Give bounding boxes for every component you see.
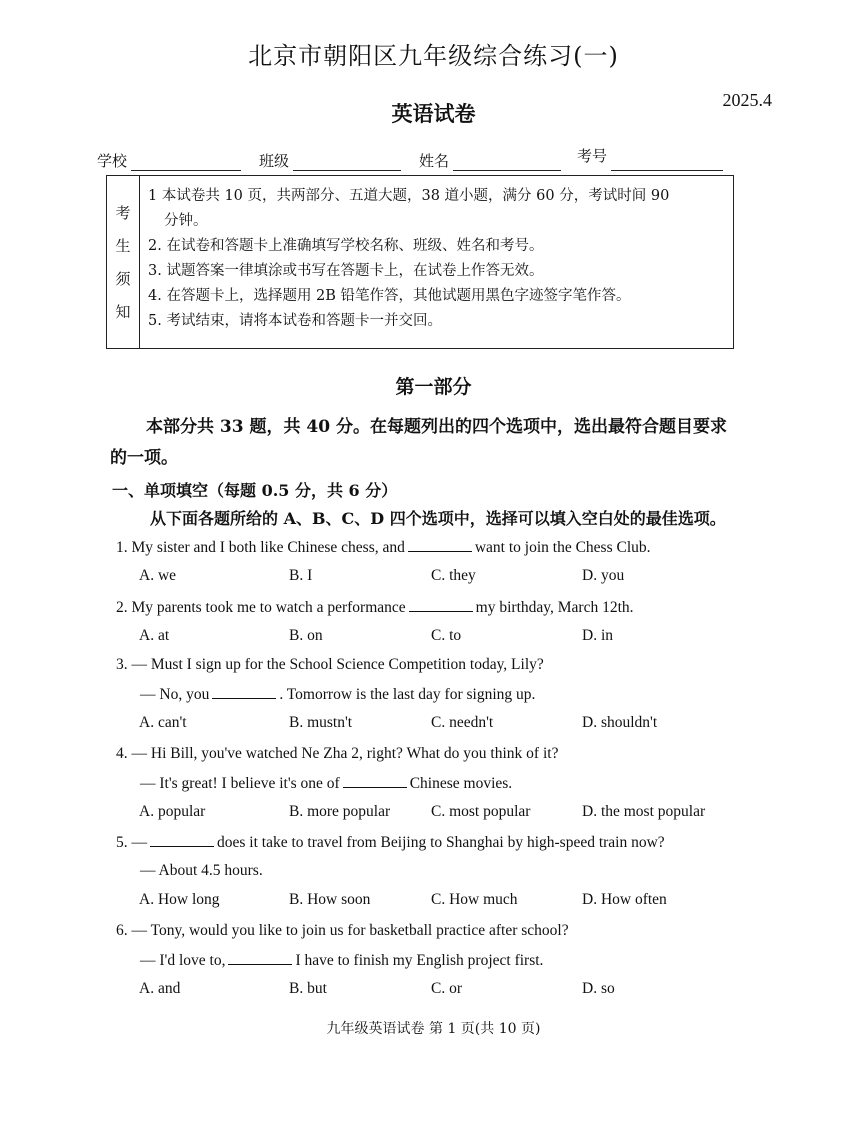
notice-item: 4. 在答题卡上，选择题用 2B 铅笔作答，其他试题用黑色字迹签字笔作答。 (148, 288, 631, 304)
question-line (116, 656, 544, 674)
answer-option: B. more popular (289, 803, 391, 820)
answer-option: A. popular (139, 803, 206, 820)
page-footer: 九年级英语试卷 第 1 页(共 10 页) (326, 1021, 541, 1037)
question-text: 2. My parents took me to watch a performance (116, 599, 406, 616)
answer-option: B. I (289, 567, 313, 584)
answer-option: C. or (431, 980, 462, 997)
exam-number-label: 考号 (577, 147, 608, 165)
question-text: 5. — (116, 834, 147, 851)
question-line (116, 745, 558, 763)
notice-box (106, 175, 734, 349)
question-line (116, 538, 651, 557)
question-text: 6. — Tony, would you like to join us for basketball practice after school? (116, 922, 569, 939)
notice-items (140, 176, 733, 348)
answer-option: D. you (582, 567, 625, 584)
question-text: 3. — Must I sign up for the School Science Competition today, Lily? (116, 656, 544, 673)
question-text: does it take to travel from Beijing to Shanghai by high-speed train now? (217, 834, 665, 851)
answer-option: B. How soon (289, 891, 371, 908)
school-label: 学校 (97, 152, 128, 170)
answer-blank (150, 833, 214, 847)
answer-option: D. in (582, 627, 613, 644)
notice-side-label (107, 176, 140, 348)
answer-option: D. shouldn't (582, 714, 658, 731)
notice-item: 3. 试题答案一律填涂或书写在答题卡上，在试卷上作答无效。 (148, 263, 544, 279)
part-intro: 本部分共 33 题，共 40 分。在每题列出的四个选项中，选出最符合题目要求的一项。 (110, 417, 727, 468)
answer-option: A. at (139, 627, 170, 644)
name-label: 姓名 (419, 152, 450, 170)
question-line (116, 833, 665, 852)
question-text: 4. — Hi Bill, you've watched Ne Zha 2, right? What do you think of it? (116, 745, 559, 762)
question-line (116, 922, 569, 940)
exam-number-field (577, 147, 723, 171)
answer-option: D. so (582, 980, 615, 997)
student-info-fields (97, 147, 737, 171)
question-text: — It's great! I believe it's one of (140, 775, 340, 792)
answer-option: C. How much (431, 891, 518, 908)
answer-blank (343, 774, 407, 788)
question-text: — I'd love to, (140, 952, 226, 969)
answer-option: D. the most popular (582, 803, 706, 820)
question-text: Chinese movies. (409, 775, 513, 792)
answer-option: A. we (139, 567, 177, 584)
answer-option: C. most popular (431, 803, 531, 820)
question-text: . Tomorrow is the last day for signing up. (279, 686, 536, 703)
answer-option: B. mustn't (289, 714, 353, 731)
answer-option: B. but (289, 980, 327, 997)
school-field (97, 150, 241, 171)
exam-number-blank (611, 152, 723, 171)
exam-title: 北京市朝阳区九年级综合练习(一) (248, 42, 619, 70)
notice-side-char: 考 (115, 204, 131, 222)
question-line (140, 951, 543, 970)
question-text: my birthday, March 12th. (475, 599, 634, 616)
class-blank (293, 152, 401, 171)
notice-item: 1 本试卷共 10 页，共两部分、五道大题，38 道小题，满分 60 分，考试时间 90 (148, 188, 670, 204)
name-field (419, 150, 561, 171)
answer-option: A. can't (139, 714, 187, 731)
answer-option: B. on (289, 627, 323, 644)
question-text: — About 4.5 hours. (140, 862, 263, 879)
answer-option: C. to (431, 627, 462, 644)
class-label: 班级 (259, 152, 290, 170)
name-blank (453, 152, 561, 171)
answer-option: A. How long (139, 891, 220, 908)
school-blank (131, 152, 241, 171)
answer-option: D. How often (582, 891, 667, 908)
exam-date: 2025.4 (722, 90, 772, 110)
answer-option: A. and (139, 980, 181, 997)
question-line (140, 862, 263, 880)
question-text: want to join the Chess Club. (474, 539, 651, 556)
notice-item: 2. 在试卷和答题卡上准确填写学校名称、班级、姓名和考号。 (148, 238, 544, 254)
answer-option: C. needn't (431, 714, 494, 731)
notice-side-char: 知 (115, 303, 131, 321)
part-title: 第一部分 (395, 376, 472, 398)
answer-blank (409, 598, 473, 612)
question-line (140, 774, 512, 793)
notice-side-char: 生 (115, 237, 131, 255)
answer-blank (212, 685, 276, 699)
answer-option: C. they (431, 567, 476, 584)
question-line (140, 685, 535, 704)
section-heading: 一、单项填空（每题 0.5 分，共 6 分） (112, 481, 398, 500)
question-line (116, 598, 634, 617)
answer-blank (228, 951, 292, 965)
notice-item: 分钟。 (164, 213, 208, 229)
notice-item: 5. 考试结束，请将本试卷和答题卡一并交回。 (148, 313, 442, 329)
notice-side-char: 须 (115, 270, 131, 288)
question-text: 1. My sister and I both like Chinese chess, and (116, 539, 405, 556)
answer-blank (408, 538, 472, 552)
exam-subtitle: 英语试卷 (391, 101, 476, 126)
class-field (259, 150, 401, 171)
question-text: — No, you (140, 686, 210, 703)
section-instruction: 从下面各题所给的 A、B、C、D 四个选项中，选择可以填入空白处的最佳选项。 (150, 509, 726, 528)
question-text: I have to finish my English project first. (295, 952, 544, 969)
